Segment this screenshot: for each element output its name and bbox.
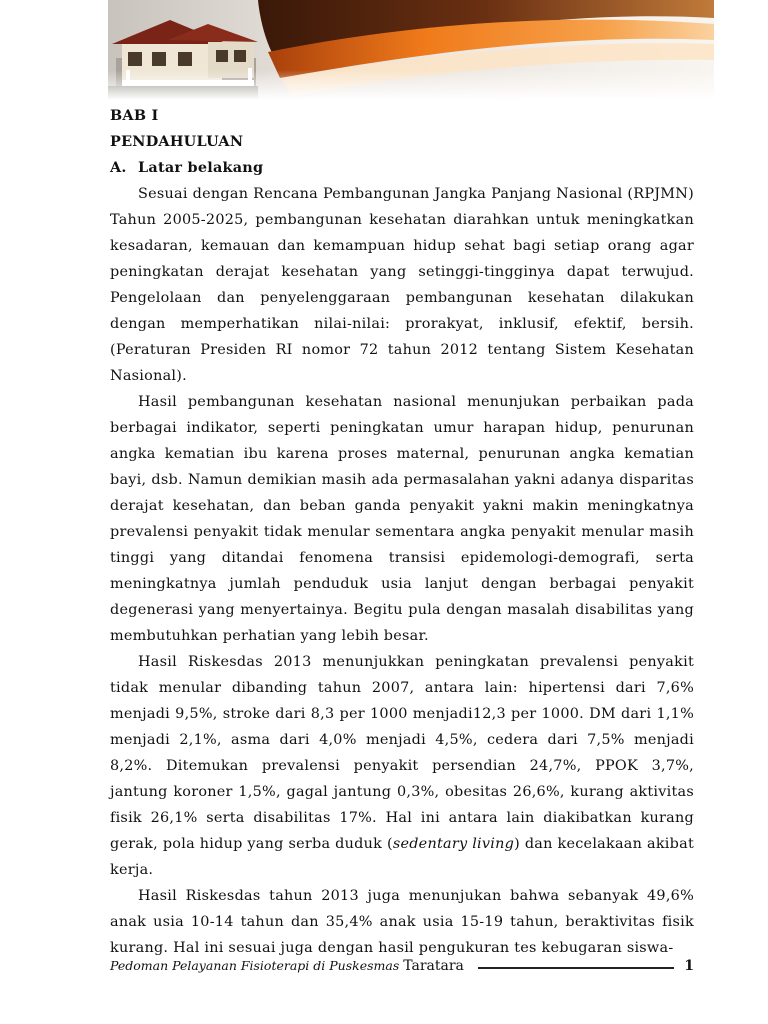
- paragraph-3-text-b: ) dan kecelakaan akibat kerja.: [110, 836, 694, 878]
- paragraph-1: Sesuai dengan Rencana Pembangunan Jangka Panjang Nasional (RPJMN) Tahun 2005-2025, pembangunan kesehatan diarahkan untuk meningkatkan kesadaran, kemauan dan kemampuan hidup sehat bagi setiap orang agar peningkatan derajat kesehatan yang setinggi-tingginya dapat terwujud. Pengelolaan dan penyelenggaraan pembangunan kesehatan dilakukan dengan memperhatikan nilai-nilai: prorakyat, inklusif, efektif, bersih. (Peraturan Presiden RI nomor 72 tahun 2012 tentang Sistem Kesehatan Nasional).: [110, 186, 694, 384]
- section-title: Latar belakang: [138, 159, 264, 176]
- paragraph-3-text-a: Hasil Riskesdas 2013 menunjukkan peningkatan prevalensi penyakit tidak menular dibanding tahun 2007, antara lain: hipertensi dari 7,6% menjadi 9,5%, stroke dari 8,3 per 1000 menjadi12,3 per 1000. DM dari 1,1% menjadi 2,1%, asma dari 4,0% menjadi 4,5%, cedera dari 7,5% menjadi 8,2%. Ditemukan prevalensi penyakit persendian 24,7%, PPOK 3,7%, jantung koroner 1,5%, gagal jantung 0,3%, obesitas 26,6%, kurang aktivitas fisik 26,1% serta disabilitas 17%. Hal ini antara lain diakibatkan kurang gerak, pola hidup yang serba duduk (: [110, 654, 694, 852]
- section-heading: [110, 155, 694, 181]
- paragraph-4: Hasil Riskesdas tahun 2013 juga menunjukan bahwa sebanyak 49,6% anak usia 10-14 tahun dan 35,4% anak usia 15-19 tahun, beraktivitas fisik kurang. Hal ini sesuai juga dengan hasil pengukuran tes kebugaran siswa-: [110, 888, 694, 956]
- page-body: [110, 103, 694, 961]
- page-footer: [110, 953, 694, 979]
- page-number: 1: [684, 958, 694, 974]
- section-number: A.: [110, 159, 127, 176]
- chapter-label: BAB I: [110, 107, 159, 124]
- header-banner-graphic: [108, 0, 714, 100]
- paragraph-3: [110, 649, 694, 883]
- footer-place: Taratara: [403, 958, 464, 974]
- paragraph-3-italic: sedentary living: [392, 836, 515, 852]
- paragraph-2: Hasil pembangunan kesehatan nasional menunjukan perbaikan pada berbagai indikator, seperti peningkatan umur harapan hidup, penurunan angka kematian ibu karena proses maternal, penurunan angka kematian bayi, dsb. Namun demikian masih ada permasalahan yakni adanya disparitas derajat kesehatan, dan beban ganda penyakit yakni makin meningkatnya prevalensi penyakit tidak menular sementara angka penyakit menular masih tinggi yang ditandai fenomena transisi epidemologi-demografi, serta meningkatnya jumlah penduduk usia lanjut dengan berbagai penyakit degenerasi yang menyertainya. Begitu pula dengan masalah disabilitas yang membutuhkan perhatian yang lebih besar.: [110, 394, 694, 644]
- header-banner: [108, 0, 714, 100]
- footer-title-wrap: [110, 958, 464, 974]
- footer-title: Pedoman Pelayanan Fisioterapi di Puskesmas: [110, 958, 400, 973]
- chapter-title: PENDAHULUAN: [110, 133, 244, 150]
- footer-divider: [478, 967, 674, 969]
